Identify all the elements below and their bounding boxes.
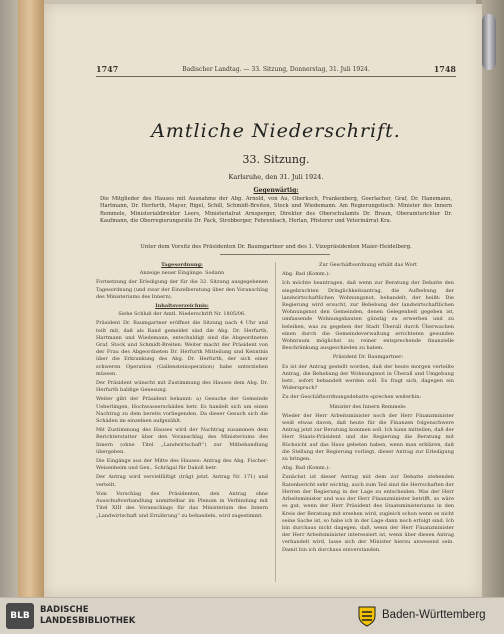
paragraph: Anzeige neuer Eingänge. Sodann	[139, 270, 225, 277]
paragraph: Präsident Dr. Baumgartner eröffnet die Sitzung nach 4 Uhr und teilt mit, daß als Rand gemeldet sind die Abg. Dr. Herfurth, Hartmann und Wiedemann, entschuldigt sind die Abgeordneten Graf, Stock und Schmidt-Breiten. Weiter macht der Präsident von der Frau des Abgeordneten Dr. Herfurth Mitteilung und Kenntnis über die Erkrankung des Abg. Dr. Herfurth, der sich einer schweren Operation (Gallensteinoperation) habe unterziehen müssen.	[96, 320, 268, 377]
section-rule	[220, 254, 330, 255]
present-list: Die Mitglieder des Hauses mit Ausnahme der Abg. Arnold, von Au, Oberkoch, Frankenberg, Goerlacher, Graf, Dr. Hanemann, Hartmann, Dr. Herfurth, Mayer, Rigel, Schill, Schmidt-Breiten, Stock und Wiedemann. Am Regierungstisch: Minister des Innern Remmele, Ministerialdirektor Leers, Ministerialrat Arnsperger, Direktor des Oberschulamts Dr. Braun, Oberamtsrichter Dr. Kaufmann, die Oberregierungsräte Dr. Pack, Strobberger, Fehrenbach, Herlan, Pfisterer und Veterinärrat Kra.	[100, 196, 452, 225]
agenda-heading: Tagesordnung:	[161, 262, 203, 268]
paragraph: Zunächst ist dieser Antrag mit dem zur Debatte stehenden Ratenbericht sehr wichtig, auch zum Teil sind die Herrschaften der Herren der Regierung in der Lage zu entscheiden. Was der Herr Arbeitsminister und was der Herr Finanzminister betrifft, so wäre es gut, wenn der Herr Präsident des Staatsministeriums in den Kreis der Beratung mit ersehen wird, zugleich schon wenn es nicht seine Sache ist, so habe ich in der Lage dann noch erfolgt sind. Ich bin durchaus nicht dagegen, daß, wenn der Herr Finanzminister der Herr Arbeitsminister interessiert ist, wenn über diesen Antrag verhandelt wird, lasse sich der Minister hierzu anwesend sein. Damit bin ich durchaus einverstanden.	[282, 474, 454, 553]
speaker-line: Präsident Dr. Baumgartner:	[332, 354, 404, 361]
document-title: Amtliche Niederschrift.	[151, 120, 401, 142]
session-heading: 33. Sitzung.	[242, 153, 310, 166]
coat-of-arms-icon	[356, 605, 378, 627]
page-number-right: 1748	[433, 64, 456, 74]
library-name-line1: BADISCHE	[40, 605, 89, 615]
page-number-left: 1747	[96, 64, 119, 74]
dateline: Karlsruhe, den 31. Juli 1924.	[228, 173, 324, 181]
library-name	[40, 605, 135, 627]
viewer-footer	[0, 597, 504, 634]
paragraph: Zur Geschäftsordnung erhält das Wort	[319, 262, 417, 268]
header-rule	[96, 76, 456, 77]
scan-left-edge	[0, 0, 18, 597]
blb-logo[interactable]: BLB	[6, 603, 34, 629]
state-name: Baden-Württemberg	[382, 609, 486, 621]
running-header-text: Badischer Landtag. — 33. Sitzung, Donnerstag, 31. Juli 1924.	[182, 65, 370, 73]
speaker-line: Minister des Innern Remmele:	[329, 403, 407, 410]
speaker-line: Abg. Bad (Komm.):	[282, 465, 330, 472]
book-binding	[18, 0, 44, 597]
paragraph: Zu der Geschäftsordnungsdebatte sprechen weiterhin:	[282, 394, 422, 401]
paragraph: Vom Vorschlag des Präsidenten, den Antrag ohne Ausschußverhandlung unmittelbar im Plenum in Verbindung mit Titel XIII des Voranschlags für das Ministerium des Innern „Landwirtschaft und Ernährung“ zu behandeln, wird zugestimmt.	[96, 490, 268, 519]
library-name-line2: LANDESBIBLIOTHEK	[40, 616, 136, 626]
paragraph: Fortsetzung der Erledigung der für die 32. Sitzung ausgegebenen Tagesordnung (und zwar der Einzelberatung über den Voranschlag des Ministeriums des Innern).	[96, 279, 268, 300]
contents-heading: Inhaltsverzeichnis:	[155, 303, 209, 310]
chair-line: Unter dem Vorsitz des Präsidenten Dr. Baumgartner und des 1. Vizepräsidenten Maier-Heidelberg.	[140, 244, 412, 250]
paragraph: Ich möchte beantragen, daß wenn zur Beratung der Debatte den eingebrachten Dringlichkeitsantrag, die Aufhebung der landwirtschaftlichen Wohnungsnot, behandelt, der heißt: Die Regierung wird ersucht, zur Behebung der landwirtschaftlichen Wohnungsnot den Gemeinden, denen Gelegenheit gegeben ist, umfassende Wohnungsbauten günstig zu erwerben und zu beleihen, was zu gegeben der Stadt Überall durch Überwachen einen durch die Gemeindeverwaltung errichteten gesunden Wohnraum möglichst zu reiner entsprechende finanzielle Beschränkung ausgeschieden zu haben.	[282, 280, 454, 352]
left-column	[96, 262, 268, 522]
paragraph: Weiter gibt der Präsident bekannt: a) Gesuche der Gemeinde Ueberlingen, Hochwasserschäden betr. Es handelt sich um einen Nachtrag zu dem bereits vorliegenden. Da dieser Gesuch sich die Schäden im einzelnen aufgezählt.	[96, 396, 268, 425]
paragraph: Siehe Schluß der Amtl. Niederschrift Nr. 1805/06.	[118, 311, 246, 318]
paragraph: Der Antrag wird vervielfältigt (trägt jetzt. Antrag Nr. 171) und verteilt.	[96, 474, 268, 488]
paragraph: Wieder der Herr Arbeitsminister noch der Herr Finanzminister weiß etwas davon, daß heute für die Finanzen folgenschwere Antrag jetzt zur Beratung kommen soll. Ich kann mitteilen, daß der Herr Staats-Präsident und die Regierung die Beratung mit Rücksicht auf das Haus gebeten haben, wenn man erklären, daß die Stellung der Regierung vorliegt, dieser Antrag zur Erledigung zu bringen.	[282, 412, 454, 463]
scan-right-edge	[482, 0, 504, 597]
column-divider	[275, 262, 276, 582]
clip-icon	[482, 14, 496, 70]
paragraph: Es ist der Antrag gestellt worden, daß der heute morgen verteilte Antrag, die Behebung der Wohnungsnot in Überall und Umgebung betr., sofort behandelt werden soll. Es fragt sich, dagegen ein Widerspruch?	[282, 363, 454, 392]
running-header	[96, 64, 456, 74]
speaker-line: Abg. Bad (Komm.):	[282, 271, 330, 278]
right-column	[282, 262, 454, 556]
present-heading: Gegenwärtig:	[253, 187, 299, 194]
paragraph: Die Eingänge aus der Mitte des Hauses: Antrag des Abg. Fischer-Weisenheim und Gen., Schrägal für Dakoll betr.	[96, 458, 268, 472]
paragraph: Mit Zustimmung des Hauses wird der Nachtrag zusammen dem Berichterstatter über den Voranschlag des Ministeriums des Innern (ohne Titel „Landwirtschaft“) zur Mitbehandlung übergeben.	[96, 427, 268, 455]
paragraph: Der Präsident wünscht mit Zustimmung des Hauses dem Abg. Dr. Herfurth baldige Genesung.	[96, 380, 268, 394]
